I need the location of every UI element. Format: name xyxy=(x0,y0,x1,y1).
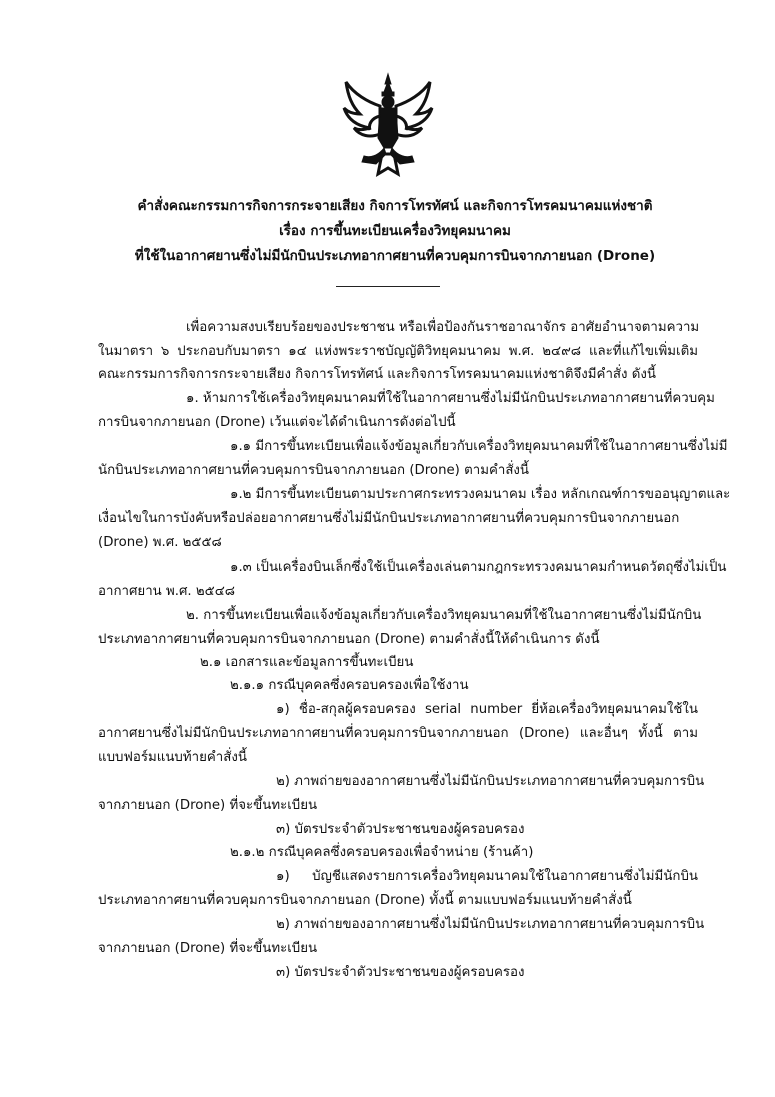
body-line: ๓) บัตรประจำตัวประชาชนของผู้ครอบครอง xyxy=(276,965,525,980)
body-line: แบบฟอร์มแนบท้ายคำสั่งนี้ xyxy=(98,750,247,765)
title-divider xyxy=(336,286,440,287)
body-line: ประเภทอากาศยานที่ควบคุมการบินจากภายนอก (Drone) ตามคำสั่งนี้ให้ดำเนินการ ดังนี้ xyxy=(98,632,600,647)
body-line: นักบินประเภทอากาศยานที่ควบคุมการบินจากภายนอก (Drone) ตามคำสั่งนี้ xyxy=(98,463,530,478)
body-line: ในมาตรา ๖ ประกอบกับมาตรา ๑๔ แห่งพระราชบัญญัติวิทยุคมนาคม พ.ศ. ๒๔๙๘ และที่แก้ไขเพิ่มเติม xyxy=(98,344,698,359)
body-line: ๒) ภาพถ่ายของอากาศยานซึ่งไม่มีนักบินประเภทอากาศยานที่ควบคุมการบิน xyxy=(276,774,705,789)
title-line-2: เรื่อง การขึ้นทะเบียนเครื่องวิทยุคมนาคม xyxy=(279,223,511,239)
body-line: จากภายนอก (Drone) ที่จะขึ้นทะเบียน xyxy=(98,798,318,813)
body-line: ๒.๑ เอกสารและข้อมูลการขึ้นทะเบียน xyxy=(200,655,414,670)
body-line: ๑) ชื่อ-สกุลผู้ครอบครอง serial number ยี่ห้อเครื่องวิทยุคมนาคมใช้ใน xyxy=(276,702,698,717)
body-line: อากาศยาน พ.ศ. ๒๕๔๘ xyxy=(98,584,236,599)
body-line: การบินจากภายนอก (Drone) เว้นแต่จะได้ดำเนินการดังต่อไปนี้ xyxy=(98,415,456,430)
title-line-3: ที่ใช้ในอากาศยานซึ่งไม่มีนักบินประเภทอากาศยานที่ควบคุมการบินจากภายนอก (Drone) xyxy=(134,248,656,264)
body-line: เพื่อความสงบเรียบร้อยของประชาชน หรือเพื่อป้องกันราชอาณาจักร อาศัยอำนาจตามความ xyxy=(186,320,700,335)
body-line: จากภายนอก (Drone) ที่จะขึ้นทะเบียน xyxy=(98,941,318,956)
body-line: คณะกรรมการกิจการกระจายเสียง กิจการโทรทัศน์ และกิจการโทรคมนาคมแห่งชาติจึงมีคำสั่ง ดังนี้ xyxy=(98,367,656,382)
body-line: ๑. ห้ามการใช้เครื่องวิทยุคมนาคมที่ใช้ในอากาศยานซึ่งไม่มีนักบินประเภทอากาศยานที่ควบคุม xyxy=(186,391,715,406)
body-line: ๒. การขึ้นทะเบียนเพื่อแจ้งข้อมูลเกี่ยวกับเครื่องวิทยุคมนาคมที่ใช้ในอากาศยานซึ่งไม่มีนักบิน xyxy=(186,608,702,623)
body-line: ประเภทอากาศยานที่ควบคุมการบินจากภายนอก (Drone) ทั้งนี้ ตามแบบฟอร์มแนบท้ายคำสั่งนี้ xyxy=(98,893,632,908)
body-line: ๒.๑.๑ กรณีบุคคลซึ่งครอบครองเพื่อใช้งาน xyxy=(230,678,469,693)
body-line: ๑) บัญชีแสดงรายการเครื่องวิทยุคมนาคมใช้ในอากาศยานซึ่งไม่มีนักบิน xyxy=(276,869,698,884)
body-line: ๒) ภาพถ่ายของอากาศยานซึ่งไม่มีนักบินประเภทอากาศยานที่ควบคุมการบิน xyxy=(276,917,705,932)
body-line: เงื่อนไขในการบังคับหรือปล่อยอากาศยานซึ่งไม่มีนักบินประเภทอากาศยานที่ควบคุมการบินจากภายนอก xyxy=(98,511,680,526)
body-line: (Drone) พ.ศ. ๒๕๕๘ xyxy=(98,535,222,550)
title-line-1: คำสั่งคณะกรรมการกิจการกระจายเสียง กิจการโทรทัศน์ และกิจการโทรคมนาคมแห่งชาติ xyxy=(137,198,653,214)
body-line: ๑.๓ เป็นเครื่องบินเล็กซึ่งใช้เป็นเครื่องเล่นตามกฎกระทรวงคมนาคมกำหนดวัตถุซึ่งไม่เป็น xyxy=(230,560,727,575)
body-line: ๒.๑.๒ กรณีบุคคลซึ่งครอบครองเพื่อจำหน่าย (ร้านค้า) xyxy=(230,845,534,860)
body-line: ๑.๒ มีการขึ้นทะเบียนตามประกาศกระทรวงคมนาคม เรื่อง หลักเกณฑ์การขออนุญาตและ xyxy=(230,487,731,502)
garuda-emblem-icon xyxy=(340,72,436,180)
body-line: ๑.๑ มีการขึ้นทะเบียนเพื่อแจ้งข้อมูลเกี่ยวกับเครื่องวิทยุคมนาคมที่ใช้ในอากาศยานซึ่งไม่มี xyxy=(230,439,728,454)
body-line: อากาศยานซึ่งไม่มีนักบินประเภทอากาศยานที่ควบคุมการบินจากภายนอก (Drone) และอื่นๆ ทั้งนี้ ตาม xyxy=(98,726,698,741)
body-line: ๓) บัตรประจำตัวประชาชนของผู้ครอบครอง xyxy=(276,822,525,837)
